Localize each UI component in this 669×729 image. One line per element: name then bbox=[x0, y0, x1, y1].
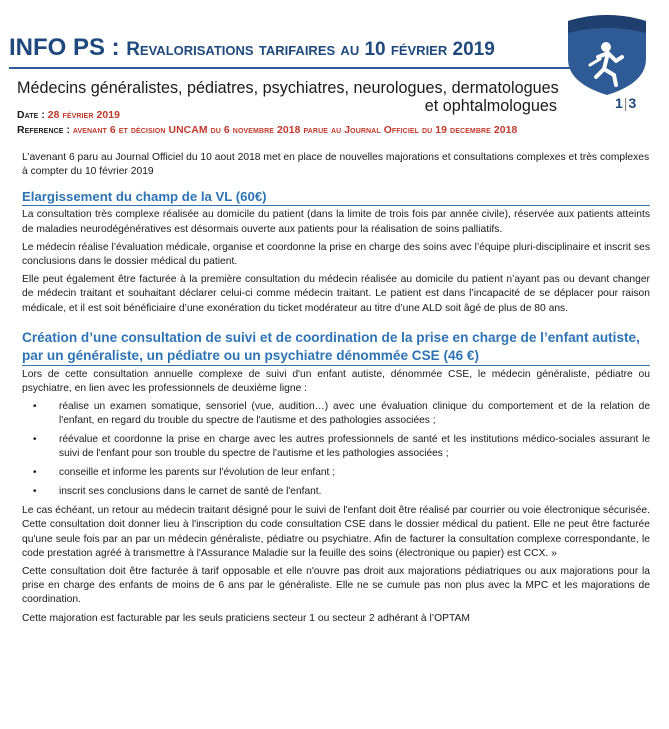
subtitle-line-1: Médecins généralistes, pédiatres, psychiatres, neurologues, dermatologues bbox=[17, 79, 559, 97]
list-item: • inscrit ses conclusions dans le carnet de santé de l'enfant. bbox=[33, 486, 322, 498]
section2-paragraph: Le cas échéant, un retour au médecin traitant désigné pour le suivi de l'enfant doit être réalisé par courrier ou voie électronique sécurisée. Cette consultation doit donner lieu à l'inscription du code consultation CSE dans le dossier médical du patient. Elle ne peut être facturée qu'une seule fois par an par un médecin généraliste, pédiatre ou psychiatre. Afin de facturer la consultation complexe correspondante, le code prestation agréé à transmettre à l'Assurance Maladie sur la feuille des soins (électronique ou papier) est CCX. » bbox=[22, 505, 650, 559]
list-item: • conseille et informe les parents sur l'évolution de leur enfant ; bbox=[33, 467, 336, 479]
reference-line bbox=[17, 125, 517, 136]
section2-paragraph: Cette consultation doit être facturée à tarif opposable et elle n'ouvre pas droit aux majorations pédiatriques ou aux majorations pour la prise en charge des enfants de moins de 6 ans par le généraliste. Elle ne se cumule pas non plus avec la MPC et les majorations de coordination. bbox=[22, 566, 650, 606]
reference-label: Reference : bbox=[17, 125, 71, 136]
section1-paragraph: La consultation très complexe réalisée au domicile du patient (dans la limite de trois fois par année civile), réservée aux patients atteints de maladies neurodégénératives est désormais ouverte aux patients pour la réalisation de soins palliatifs. bbox=[22, 209, 650, 235]
bullet-icon: • bbox=[33, 467, 37, 479]
list-item: • réévalue et coordonne la prise en charge avec les autres professionnels de santé et les institutions médico-sociales assurant le suivi de l'enfant pour son trouble du spectre de l'autisme et les pathologies associées ; bbox=[33, 434, 650, 460]
section1-paragraph: Elle peut également être facturée à la première consultation du médecin réalisée au domicile du patient n’ayant pas ou devant changer de médecin traitant et souhaitant déclarer celui-ci comme médecin traitant. Le patient est dans l’incapacité de se déplacer pour raison médicale, et il est soit bénéficiaire d’une exonération du ticket modérateur au titre d’une ALD soit âgé de plus de 80 ans. bbox=[22, 274, 650, 314]
title-main: Revalorisations tarifaires au 10 février 2019 bbox=[126, 39, 495, 60]
title-divider bbox=[9, 67, 606, 69]
list-item: • réalise un examen somatique, sensoriel (vue, audition…) avec une évaluation clinique du comportement et de la relation de l'enfant, en regard du trouble du spectre de l'autisme et des pathologies associées ; bbox=[33, 401, 650, 427]
page-title bbox=[9, 34, 495, 62]
page-counter: 1|3 bbox=[615, 95, 637, 111]
section1-paragraph: Le médecin réalise l’évaluation médicale, organise et coordonne la prise en charge des soins avec l’équipe pluri-disciplinaire et inscrit ses conclusions dans le dossier médical du patient. bbox=[22, 241, 650, 268]
section2-lead: Lors de cette consultation annuelle complexe de suivi d'un enfant autiste, dénommée CSE, le médecin généraliste, pédiatre ou psychiatre, en lien avec les professionnels de deuxième ligne : bbox=[22, 368, 650, 395]
subtitle-line-2: et ophtalmologues bbox=[424, 97, 557, 115]
date-value: 28 février 2019 bbox=[47, 110, 120, 121]
section1-heading: Elargissement du champ de la VL (60€) bbox=[22, 188, 650, 206]
section2-paragraph: Cette majoration est facturable par les seuls praticiens secteur 1 ou secteur 2 adhérant à l’OPTAM bbox=[22, 612, 470, 624]
bullet-icon: • bbox=[33, 486, 37, 498]
bullet-icon: • bbox=[33, 434, 37, 446]
bullet-icon: • bbox=[33, 401, 37, 413]
reference-value: avenant 6 et décision UNCAM du 6 novembre 2018 parue au Journal Officiel du 19 decembre 2018 bbox=[72, 125, 518, 136]
title-prefix: INFO PS : bbox=[9, 34, 120, 61]
section2-bullet-list bbox=[22, 400, 650, 499]
page-current: 1 bbox=[615, 95, 623, 111]
section2-heading: Création d’une consultation de suivi et de coordination de la prise en charge de l’enfant autiste, par un généraliste, un pédiatre ou un psychiatre dénommée CSE (46 €) bbox=[22, 329, 650, 366]
page-total: 3 bbox=[628, 95, 637, 111]
date-label: Date : bbox=[17, 110, 45, 121]
document-body bbox=[22, 151, 650, 630]
intro-paragraph: L’avenant 6 paru au Journal Officiel du 10 aout 2018 met en place de nouvelles majorations et consultations complexes et très complexes à compter du 10 février 2019 bbox=[22, 152, 650, 178]
date-line bbox=[17, 110, 120, 121]
